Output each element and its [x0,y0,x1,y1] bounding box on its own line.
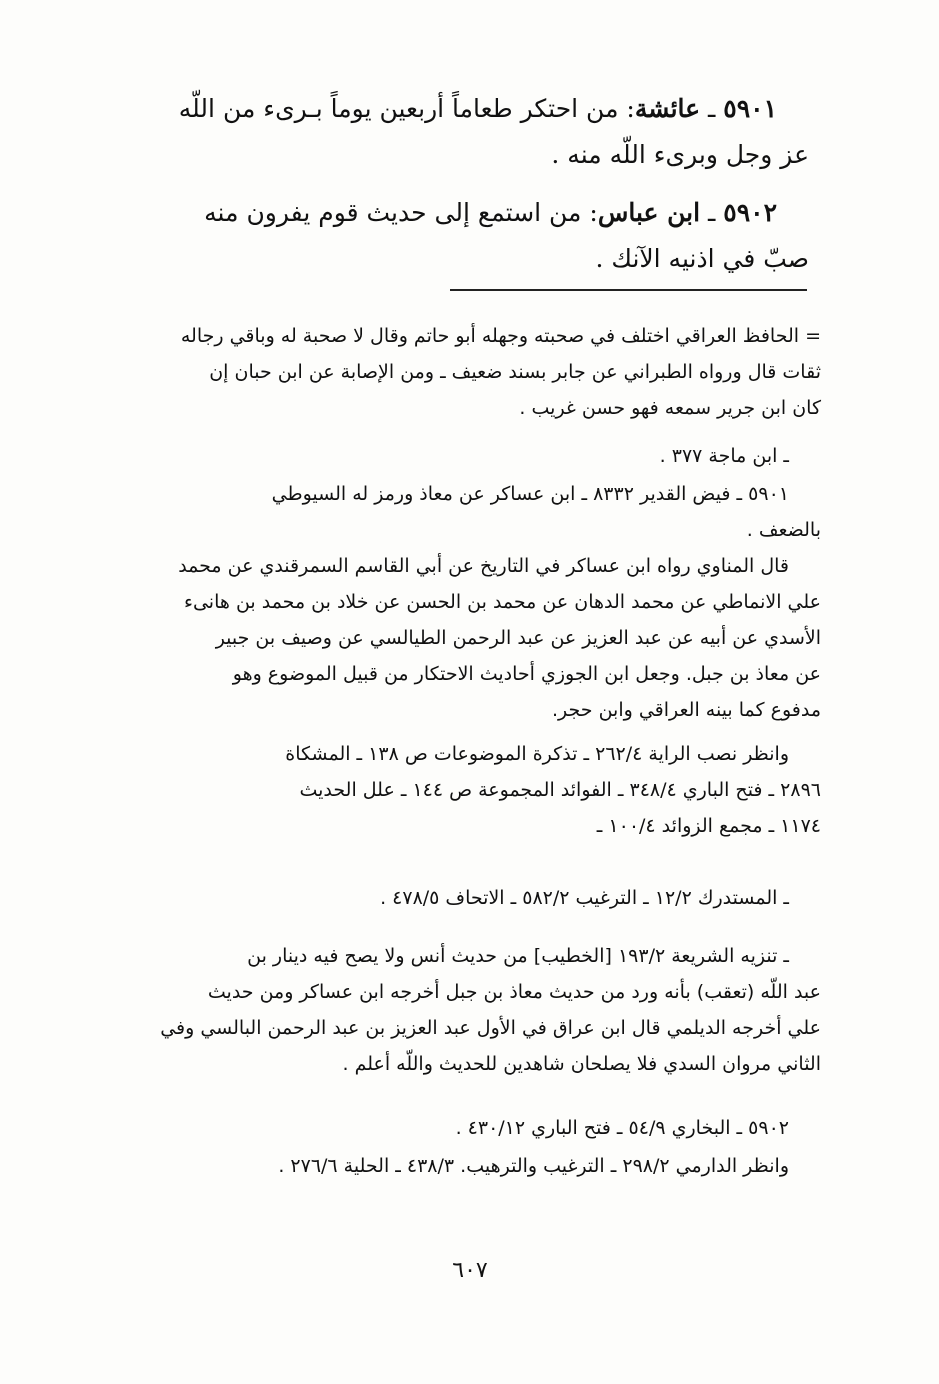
footnote-line: مدفوع كما بينه العراقي وابن حجر. [552,699,821,721]
footnote-line: ٥٩٠١ ـ فيض القدير ٨٣٣٢ ـ ابن عساكر عن معاذ ورمز له السيوطي [271,483,789,505]
footnote-line: قال المناوي رواه ابن عساكر في التاريخ عن أبي القاسم السمرقندي عن محمد [178,555,789,577]
footnote-munawi [131,548,821,728]
hadith-narrator: ابن عباس [597,198,701,227]
footnote-line: وانظر الدارمي ٢٩٨/٢ ـ الترغيب والترهيب. ٤٣٨/٣ ـ الحلية ٢٧٦/٦ . [278,1155,789,1177]
footnote-ibn-majah [131,438,821,474]
footnote-line: الثاني مروان السدي فلا يصلحان شاهدين للحديث واللّه أعلم . [342,1053,821,1075]
hadith-text: من احتكر طعاماً أربعين يوماً بـرىء من اللّه [178,94,619,123]
footnote-line: علي الانماطي عن محمد الدهان عن محمد بن الحسن عن خلاد بن محمد بن هانىء [184,591,821,613]
hadith-number: ٥٩٠٢ [723,198,777,227]
footnote-continuation [131,318,821,426]
footnote-line: ٢٨٩٦ ـ فتح الباري ٣٤٨/٤ ـ الفوائد المجموعة ص ١٤٤ ـ علل الحديث [299,779,821,801]
footnote-line: ـ ابن ماجة ٣٧٧ . [659,445,789,467]
footnote-5901 [131,476,821,548]
footnote-line: عبد اللّه (تعقب) بأنه ورد من حديث معاذ بن جبل أخرجه ابن عساكر ومن حديث [207,981,821,1003]
hadith-5901-line1: ٥٩٠١ ـ عائشة: من احتكر طعاماً أربعين يوماً بـرىء من اللّه [178,94,777,123]
footnote-line: ـ المستدرك ١٢/٢ ـ الترغيب ٥٨٢/٢ ـ الاتحاف ٤٧٨/٥ . [380,887,789,909]
footnote-line: ٥٩٠٢ ـ البخاري ٥٤/٩ ـ فتح الباري ٤٣٠/١٢ . [455,1117,789,1139]
footnote-line: بالضعف . [746,519,821,541]
footnote-line: ـ تنزيه الشريعة ١٩٣/٢ [الخطيب] من حديث أنس ولا يصح فيه دينار بن [247,945,789,967]
footnote-line: الأسدي عن أبيه عن عبد العزيز عن عبد الرحمن الطيالسي عن وصيف بن جبير [215,627,821,649]
footnote-tanzih [131,938,821,1082]
footnote-line: علي أخرجه الديلمي قال ابن عراق في الأول عبد العزيز بن عبد الرحمن البالسي وفي [160,1017,821,1039]
footnote-divider [450,289,807,291]
footnote-line: وانظر نصب الراية ٢٦٢/٤ ـ تذكرة الموضوعات ص ١٣٨ ـ المشكاة [285,743,789,765]
hadith-text: من استمع إلى حديث قوم يفرون منه [204,198,582,227]
footnote-references [131,736,821,844]
hadith-narrator: عائشة [634,94,701,123]
footnote-line: ١١٧٤ ـ مجمع الزوائد ١٠٠/٤ ـ [596,815,821,837]
footnote-darimi [131,1148,821,1184]
hadith-5902-line2: صبّ في اذنيه الآنك . [595,244,809,273]
footnote-mustadrak [131,880,821,916]
footnote-5902 [131,1110,821,1146]
hadith-5901 [129,86,809,178]
hadith-5901-line2: عز وجل وبرىء اللّه منه . [551,140,809,169]
footnote-line: ثقات قال ورواه الطبراني عن جابر بسند ضعيف ـ ومن الإصابة عن ابن حبان إن [209,361,821,383]
footnote-line: = الحافظ العراقي اختلف في صحبته وجهله أبو حاتم وقال لا صحبة له وباقي رجاله [180,325,821,347]
hadith-5902 [129,190,809,282]
footnote-line: كان ابن جرير سمعه فهو حسن غريب . [519,397,821,419]
hadith-5902-line1: ٥٩٠٢ ـ ابن عباس: من استمع إلى حديث قوم يفرون منه [204,198,777,227]
hadith-number: ٥٩٠١ [723,94,777,123]
page-number: ٦٠٧ [452,1258,488,1283]
footnote-line: عن معاذ بن جبل. وجعل ابن الجوزي أحاديث الاحتكار من قبيل الموضوع وهو [232,663,821,685]
